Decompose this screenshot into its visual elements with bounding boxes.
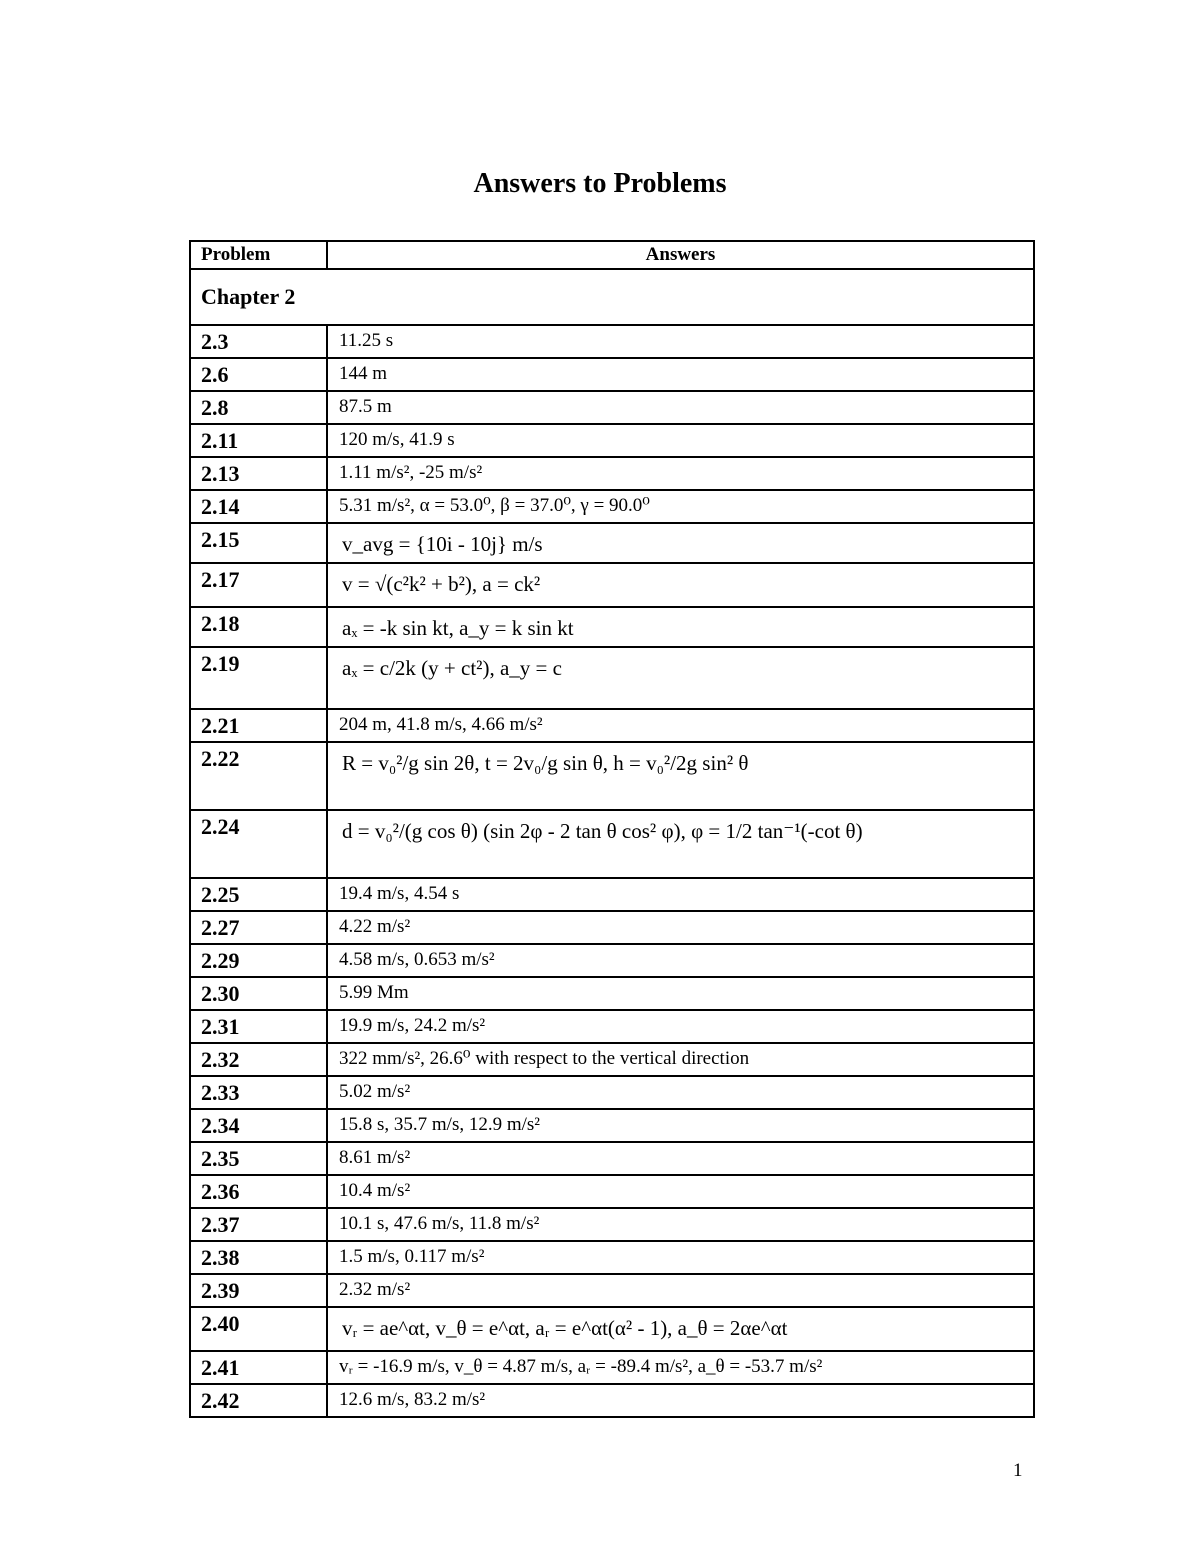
answer-value: 5.99 Mm [339, 982, 409, 1003]
problem-column-header: Problem [190, 241, 327, 269]
problem-number: 2.19 [201, 651, 240, 676]
problem-number: 2.17 [201, 567, 240, 592]
table-row [190, 607, 1034, 647]
table-row [190, 1384, 1034, 1417]
answer-value: 204 m, 41.8 m/s, 4.66 m/s² [339, 714, 543, 735]
answer-value: 12.6 m/s, 83.2 m/s² [339, 1389, 486, 1410]
answer-value: 144 m [339, 363, 388, 384]
answer-value: 1.11 m/s², -25 m/s² [339, 462, 483, 483]
problem-number: 2.8 [201, 395, 229, 420]
problem-number: 2.30 [201, 981, 240, 1006]
problem-number: 2.18 [201, 611, 240, 636]
problem-number: 2.6 [201, 362, 229, 387]
table-row [190, 709, 1034, 742]
answer-value: 5.02 m/s² [339, 1081, 411, 1102]
answer-value: 15.8 s, 35.7 m/s, 12.9 m/s² [339, 1114, 540, 1135]
problem-number: 2.21 [201, 713, 240, 738]
problem-number: 2.31 [201, 1014, 240, 1039]
problem-number: 2.32 [201, 1047, 240, 1072]
answer-value: 120 m/s, 41.9 s [339, 429, 455, 450]
answer-value: 4.22 m/s² [339, 916, 411, 937]
problem-number: 2.42 [201, 1388, 240, 1413]
table-row [190, 742, 1034, 810]
problem-number: 2.27 [201, 915, 240, 940]
answer-equation: vᵣ = ae^αt, v_θ = e^αt, aᵣ = e^αt(α² - 1), a_θ = 2αe^αt [342, 1316, 788, 1340]
page-title: Answers to Problems [473, 168, 727, 199]
answer-equation: aₓ = c/2k (y + ct²), a_y = c [342, 656, 562, 680]
table-row [190, 1241, 1034, 1274]
problem-number: 2.41 [201, 1355, 240, 1380]
problem-number: 2.22 [201, 746, 240, 771]
table-row [190, 1109, 1034, 1142]
answer-value: vᵣ = -16.9 m/s, v_θ = 4.87 m/s, aᵣ = -89.4 m/s², a_θ = -53.7 m/s² [339, 1356, 823, 1377]
table-row [190, 523, 1034, 563]
problem-number: 2.34 [201, 1113, 240, 1138]
problem-number: 2.3 [201, 329, 229, 354]
answer-value: 19.4 m/s, 4.54 s [339, 883, 460, 904]
answer-value: 10.1 s, 47.6 m/s, 11.8 m/s² [339, 1213, 540, 1234]
table-row [190, 810, 1034, 878]
problem-number: 2.14 [201, 494, 240, 519]
table-row [190, 878, 1034, 911]
table-row [190, 911, 1034, 944]
answer-equation: R = v₀²/g sin 2θ, t = 2v₀/g sin θ, h = v₀²/2g sin² θ [342, 751, 749, 775]
answer-value: 11.25 s [339, 330, 394, 351]
answer-value: 2.32 m/s² [339, 1279, 411, 1300]
problem-number: 2.13 [201, 461, 240, 486]
chapter-row [190, 269, 1034, 325]
answers-column-header: Answers [327, 241, 1034, 269]
answers-table [189, 240, 1035, 1418]
table-row [190, 1043, 1034, 1076]
answer-value: 1.5 m/s, 0.117 m/s² [339, 1246, 485, 1267]
answer-value: 4.58 m/s, 0.653 m/s² [339, 949, 495, 970]
table-row [190, 1351, 1034, 1384]
table-row [190, 457, 1034, 490]
answer-equation: d = v₀²/(g cos θ) (sin 2φ - 2 tan θ cos² φ), φ = 1/2 tan⁻¹(-cot θ) [342, 819, 863, 843]
table-header-row [190, 241, 1034, 269]
table-row [190, 1076, 1034, 1109]
answer-equation: v = √(c²k² + b²), a = ck² [342, 572, 541, 596]
page-number: 1 [1013, 1460, 1023, 1481]
problem-number: 2.38 [201, 1245, 240, 1270]
table-row [190, 647, 1034, 709]
table-row [190, 325, 1034, 358]
table-row [190, 977, 1034, 1010]
table-row [190, 391, 1034, 424]
table-row [190, 358, 1034, 391]
chapter-heading: Chapter 2 [190, 269, 1034, 325]
answer-value: 19.9 m/s, 24.2 m/s² [339, 1015, 486, 1036]
answer-value: 322 mm/s², 26.6⁰ with respect to the vertical direction [339, 1048, 750, 1069]
answer-equation: aₓ = -k sin kt, a_y = k sin kt [342, 616, 574, 640]
problem-number: 2.33 [201, 1080, 240, 1105]
problem-number: 2.25 [201, 882, 240, 907]
problem-number: 2.29 [201, 948, 240, 973]
problem-number: 2.37 [201, 1212, 240, 1237]
answer-value: 5.31 m/s², α = 53.0⁰, β = 37.0⁰, γ = 90.0⁰ [339, 495, 650, 516]
problem-number: 2.35 [201, 1146, 240, 1171]
answer-value: 8.61 m/s² [339, 1147, 411, 1168]
answer-value: 87.5 m [339, 396, 392, 417]
table-row [190, 1142, 1034, 1175]
answer-value: 10.4 m/s² [339, 1180, 411, 1201]
problem-number: 2.39 [201, 1278, 240, 1303]
problem-number: 2.24 [201, 814, 240, 839]
table-row [190, 1010, 1034, 1043]
problem-number: 2.36 [201, 1179, 240, 1204]
table-row [190, 1208, 1034, 1241]
table-row [190, 490, 1034, 523]
table-row [190, 424, 1034, 457]
problem-number: 2.40 [201, 1311, 240, 1336]
table-row [190, 1307, 1034, 1351]
table-row [190, 1175, 1034, 1208]
table-row [190, 563, 1034, 607]
problem-number: 2.15 [201, 527, 240, 552]
table-row [190, 944, 1034, 977]
table-row [190, 1274, 1034, 1307]
answer-equation: v_avg = {10i - 10j} m/s [342, 532, 543, 556]
problem-number: 2.11 [201, 428, 239, 453]
